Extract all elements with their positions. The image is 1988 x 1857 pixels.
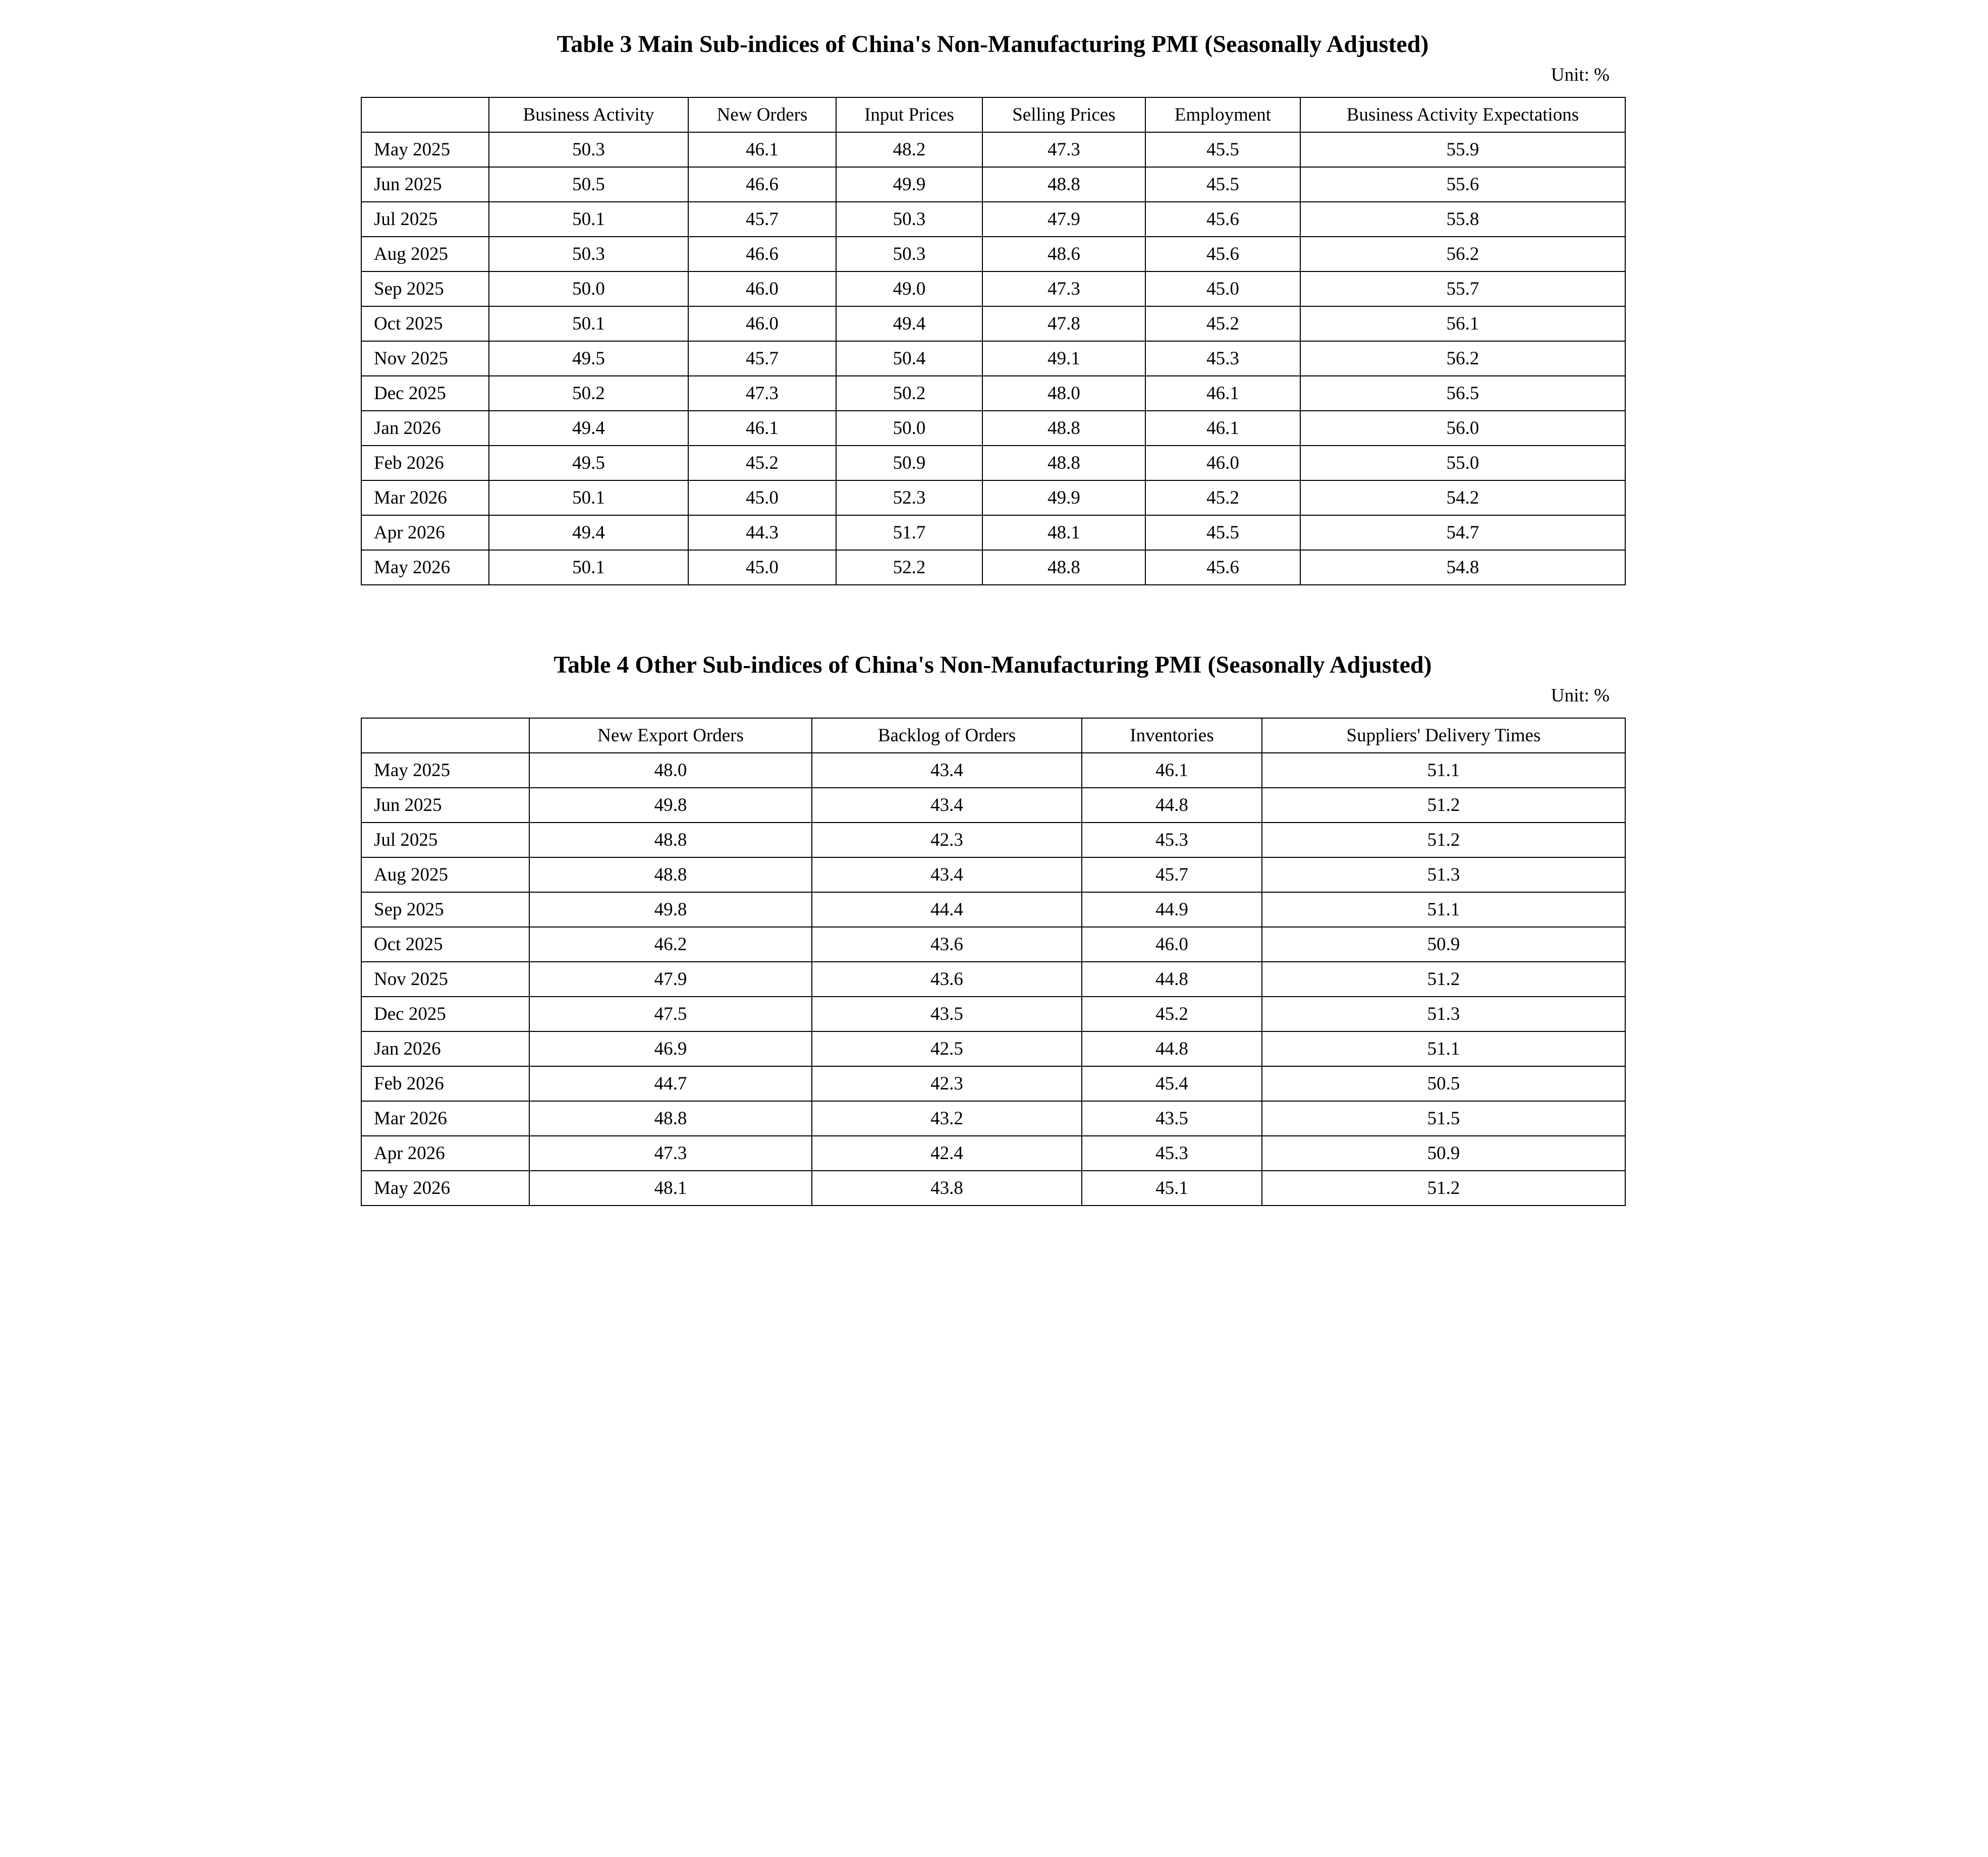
table3-row: [361, 167, 1625, 202]
table3-value-cell: 46.0: [688, 271, 836, 306]
table4-value-cell: 44.9: [1082, 892, 1262, 927]
table3-value-cell: 46.0: [688, 306, 836, 341]
table3-value-cell: 56.0: [1300, 411, 1625, 446]
table4-header-cell: [361, 718, 529, 753]
table4-row-label: Apr 2026: [361, 1136, 529, 1171]
table4: [361, 718, 1626, 1206]
table4-row-label: Jan 2026: [361, 1031, 529, 1066]
table4-value-cell: 43.4: [812, 788, 1082, 823]
table3-row-label: Mar 2026: [361, 480, 489, 515]
table3-value-cell: 49.4: [489, 515, 688, 550]
table3-value-cell: 50.0: [836, 411, 982, 446]
table3-value-cell: 54.7: [1300, 515, 1625, 550]
table4-value-cell: 45.3: [1082, 823, 1262, 857]
table3-row: [361, 306, 1625, 341]
table3-value-cell: 45.6: [1145, 550, 1300, 585]
table3-value-cell: 49.1: [982, 341, 1145, 376]
table3-value-cell: 46.1: [1145, 411, 1300, 446]
table3-value-cell: 48.0: [982, 376, 1145, 411]
table4-row-label: Nov 2025: [361, 962, 529, 997]
table3-value-cell: 46.6: [688, 167, 836, 202]
table4-row: [361, 892, 1625, 927]
table4-title: Table 4 Other Sub-indices of China's Non-Manufacturing PMI (Seasonally Adjusted): [554, 651, 1432, 678]
table3-value-cell: 56.1: [1300, 306, 1625, 341]
table3-value-cell: 49.4: [489, 411, 688, 446]
table4-header-cell: Suppliers' Delivery Times: [1262, 718, 1625, 753]
table4-value-cell: 46.0: [1082, 927, 1262, 962]
table4-section: [361, 647, 1625, 1206]
table3-value-cell: 50.3: [836, 202, 982, 237]
table3-row: [361, 237, 1625, 271]
table4-row: [361, 927, 1625, 962]
table3-header-cell: Employment: [1145, 97, 1300, 132]
table4-row-label: Aug 2025: [361, 857, 529, 892]
table3-value-cell: 49.0: [836, 271, 982, 306]
table3-value-cell: 45.7: [688, 341, 836, 376]
table4-row: [361, 857, 1625, 892]
table3-value-cell: 48.8: [982, 446, 1145, 480]
table3-value-cell: 50.1: [489, 480, 688, 515]
table3-row-label: May 2025: [361, 132, 489, 167]
table3-section: [361, 26, 1625, 585]
table4-row-label: Dec 2025: [361, 997, 529, 1031]
table4-value-cell: 51.2: [1262, 823, 1625, 857]
table4-row: [361, 788, 1625, 823]
table4-value-cell: 42.3: [812, 823, 1082, 857]
table4-row: [361, 1031, 1625, 1066]
table3-value-cell: 49.5: [489, 446, 688, 480]
table3-value-cell: 46.1: [688, 132, 836, 167]
table3-value-cell: 45.0: [688, 480, 836, 515]
table3-row: [361, 550, 1625, 585]
table4-value-cell: 51.2: [1262, 962, 1625, 997]
table3-value-cell: 50.2: [489, 376, 688, 411]
table4-row-label: Sep 2025: [361, 892, 529, 927]
table4-value-cell: 46.9: [529, 1031, 812, 1066]
table4-value-cell: 45.1: [1082, 1171, 1262, 1206]
table4-value-cell: 42.3: [812, 1066, 1082, 1101]
table3-value-cell: 55.9: [1300, 132, 1625, 167]
table4-value-cell: 43.5: [1082, 1101, 1262, 1136]
table3-value-cell: 54.8: [1300, 550, 1625, 585]
table3-value-cell: 48.8: [982, 550, 1145, 585]
table3-value-cell: 45.6: [1145, 237, 1300, 271]
table3-row-label: Apr 2026: [361, 515, 489, 550]
table3-value-cell: 47.3: [982, 132, 1145, 167]
table4-value-cell: 47.3: [529, 1136, 812, 1171]
table4-value-cell: 44.4: [812, 892, 1082, 927]
table3-row-label: Oct 2025: [361, 306, 489, 341]
table3-header-cell: Business Activity Expectations: [1300, 97, 1625, 132]
table4-value-cell: 43.5: [812, 997, 1082, 1031]
table4-value-cell: 43.4: [812, 857, 1082, 892]
table3-row-label: Jan 2026: [361, 411, 489, 446]
table3-header-row: [361, 97, 1625, 132]
table3-value-cell: 55.8: [1300, 202, 1625, 237]
table4-header-cell: New Export Orders: [529, 718, 812, 753]
table4-row-label: May 2026: [361, 1171, 529, 1206]
table4-row: [361, 823, 1625, 857]
table4-row: [361, 1101, 1625, 1136]
table4-row: [361, 1136, 1625, 1171]
table3-unit-label: Unit: %: [1551, 65, 1610, 85]
table3-value-cell: 52.3: [836, 480, 982, 515]
table4-value-cell: 48.0: [529, 753, 812, 788]
table3-value-cell: 50.1: [489, 550, 688, 585]
table3-value-cell: 45.0: [1145, 271, 1300, 306]
table4-value-cell: 51.1: [1262, 1031, 1625, 1066]
table3-value-cell: 55.6: [1300, 167, 1625, 202]
table4-value-cell: 47.9: [529, 962, 812, 997]
table3-row: [361, 376, 1625, 411]
table3-row: [361, 271, 1625, 306]
table3-value-cell: 49.4: [836, 306, 982, 341]
table4-value-cell: 51.1: [1262, 753, 1625, 788]
table4-value-cell: 45.2: [1082, 997, 1262, 1031]
table4-value-cell: 50.5: [1262, 1066, 1625, 1101]
table3-value-cell: 50.9: [836, 446, 982, 480]
table4-row-label: Jun 2025: [361, 788, 529, 823]
table3-row: [361, 202, 1625, 237]
table3-header-cell: Business Activity: [489, 97, 688, 132]
table3-row-label: Dec 2025: [361, 376, 489, 411]
table4-value-cell: 47.5: [529, 997, 812, 1031]
table4-row: [361, 1171, 1625, 1206]
table4-value-cell: 43.6: [812, 962, 1082, 997]
table4-value-cell: 45.4: [1082, 1066, 1262, 1101]
table3-value-cell: 46.0: [1145, 446, 1300, 480]
table4-value-cell: 43.8: [812, 1171, 1082, 1206]
table3-value-cell: 50.2: [836, 376, 982, 411]
table4-row-label: Mar 2026: [361, 1101, 529, 1136]
table3-header-cell: Input Prices: [836, 97, 982, 132]
table3-value-cell: 50.3: [836, 237, 982, 271]
table3-value-cell: 47.8: [982, 306, 1145, 341]
table3-row: [361, 411, 1625, 446]
table3-value-cell: 46.1: [1145, 376, 1300, 411]
table4-body: [361, 753, 1625, 1206]
table3-value-cell: 45.0: [688, 550, 836, 585]
table4-value-cell: 44.8: [1082, 1031, 1262, 1066]
table3-value-cell: 48.6: [982, 237, 1145, 271]
table3-value-cell: 48.8: [982, 411, 1145, 446]
table3-row-label: Feb 2026: [361, 446, 489, 480]
table4-value-cell: 51.2: [1262, 1171, 1625, 1206]
table3-value-cell: 48.2: [836, 132, 982, 167]
table3-row-label: Nov 2025: [361, 341, 489, 376]
table3-value-cell: 56.2: [1300, 341, 1625, 376]
table4-row-label: Jul 2025: [361, 823, 529, 857]
table3-value-cell: 45.3: [1145, 341, 1300, 376]
table3-value-cell: 45.6: [1145, 202, 1300, 237]
table3-value-cell: 52.2: [836, 550, 982, 585]
table3-value-cell: 45.2: [1145, 306, 1300, 341]
table3-row-label: Jul 2025: [361, 202, 489, 237]
table3-value-cell: 50.0: [489, 271, 688, 306]
table4-value-cell: 46.2: [529, 927, 812, 962]
table3-value-cell: 56.2: [1300, 237, 1625, 271]
table3-row: [361, 480, 1625, 515]
table3: [361, 97, 1626, 585]
table4-value-cell: 51.1: [1262, 892, 1625, 927]
table3-value-cell: 49.9: [982, 480, 1145, 515]
table4-value-cell: 51.5: [1262, 1101, 1625, 1136]
table3-value-cell: 47.3: [982, 271, 1145, 306]
table4-row: [361, 1066, 1625, 1101]
table3-header-cell: New Orders: [688, 97, 836, 132]
table3-value-cell: 54.2: [1300, 480, 1625, 515]
table3-row: [361, 132, 1625, 167]
table3-row-label: May 2026: [361, 550, 489, 585]
table4-value-cell: 45.7: [1082, 857, 1262, 892]
table4-row-label: May 2025: [361, 753, 529, 788]
table3-value-cell: 47.9: [982, 202, 1145, 237]
table4-row-label: Feb 2026: [361, 1066, 529, 1101]
table4-value-cell: 44.8: [1082, 962, 1262, 997]
table4-value-cell: 43.4: [812, 753, 1082, 788]
table3-row: [361, 446, 1625, 480]
table4-value-cell: 50.9: [1262, 1136, 1625, 1171]
table4-value-cell: 49.8: [529, 892, 812, 927]
table4-unit-label: Unit: %: [1551, 685, 1610, 706]
table4-header-row: [361, 718, 1625, 753]
table3-value-cell: 48.8: [982, 167, 1145, 202]
table4-value-cell: 44.7: [529, 1066, 812, 1101]
table4-value-cell: 48.8: [529, 857, 812, 892]
table3-value-cell: 50.3: [489, 237, 688, 271]
table4-value-cell: 51.2: [1262, 788, 1625, 823]
table3-value-cell: 50.5: [489, 167, 688, 202]
table4-value-cell: 49.8: [529, 788, 812, 823]
table4-header-cell: Inventories: [1082, 718, 1262, 753]
table4-value-cell: 44.8: [1082, 788, 1262, 823]
table3-value-cell: 44.3: [688, 515, 836, 550]
table3-row-label: Sep 2025: [361, 271, 489, 306]
table3-row-label: Aug 2025: [361, 237, 489, 271]
table3-value-cell: 48.1: [982, 515, 1145, 550]
table3-value-cell: 50.1: [489, 202, 688, 237]
table4-value-cell: 42.4: [812, 1136, 1082, 1171]
table3-title: Table 3 Main Sub-indices of China's Non-Manufacturing PMI (Seasonally Adjusted): [557, 31, 1429, 58]
table3-value-cell: 47.3: [688, 376, 836, 411]
table3-value-cell: 45.5: [1145, 132, 1300, 167]
table4-value-cell: 51.3: [1262, 857, 1625, 892]
table4-value-cell: 43.2: [812, 1101, 1082, 1136]
table3-row-label: Jun 2025: [361, 167, 489, 202]
table3-value-cell: 45.2: [688, 446, 836, 480]
table3-row: [361, 515, 1625, 550]
table3-value-cell: 45.5: [1145, 167, 1300, 202]
table3-value-cell: 55.7: [1300, 271, 1625, 306]
table4-header-cell: Backlog of Orders: [812, 718, 1082, 753]
table4-value-cell: 48.1: [529, 1171, 812, 1206]
table3-value-cell: 55.0: [1300, 446, 1625, 480]
table4-value-cell: 48.8: [529, 823, 812, 857]
table3-value-cell: 45.7: [688, 202, 836, 237]
table4-value-cell: 48.8: [529, 1101, 812, 1136]
table3-value-cell: 46.6: [688, 237, 836, 271]
table3-row: [361, 341, 1625, 376]
table3-value-cell: 56.5: [1300, 376, 1625, 411]
table3-value-cell: 45.2: [1145, 480, 1300, 515]
table4-value-cell: 46.1: [1082, 753, 1262, 788]
table4-row-label: Oct 2025: [361, 927, 529, 962]
table4-value-cell: 50.9: [1262, 927, 1625, 962]
table3-header-cell: [361, 97, 489, 132]
table4-value-cell: 51.3: [1262, 997, 1625, 1031]
table3-body: [361, 132, 1625, 585]
table4-row: [361, 962, 1625, 997]
table3-value-cell: 50.3: [489, 132, 688, 167]
table3-header-cell: Selling Prices: [982, 97, 1145, 132]
table3-value-cell: 49.9: [836, 167, 982, 202]
table3-value-cell: 50.1: [489, 306, 688, 341]
table3-value-cell: 50.4: [836, 341, 982, 376]
table3-value-cell: 51.7: [836, 515, 982, 550]
table4-value-cell: 42.5: [812, 1031, 1082, 1066]
table4-row: [361, 753, 1625, 788]
table3-value-cell: 49.5: [489, 341, 688, 376]
table4-value-cell: 43.6: [812, 927, 1082, 962]
table3-value-cell: 45.5: [1145, 515, 1300, 550]
table4-value-cell: 45.3: [1082, 1136, 1262, 1171]
table4-row: [361, 997, 1625, 1031]
table3-value-cell: 46.1: [688, 411, 836, 446]
